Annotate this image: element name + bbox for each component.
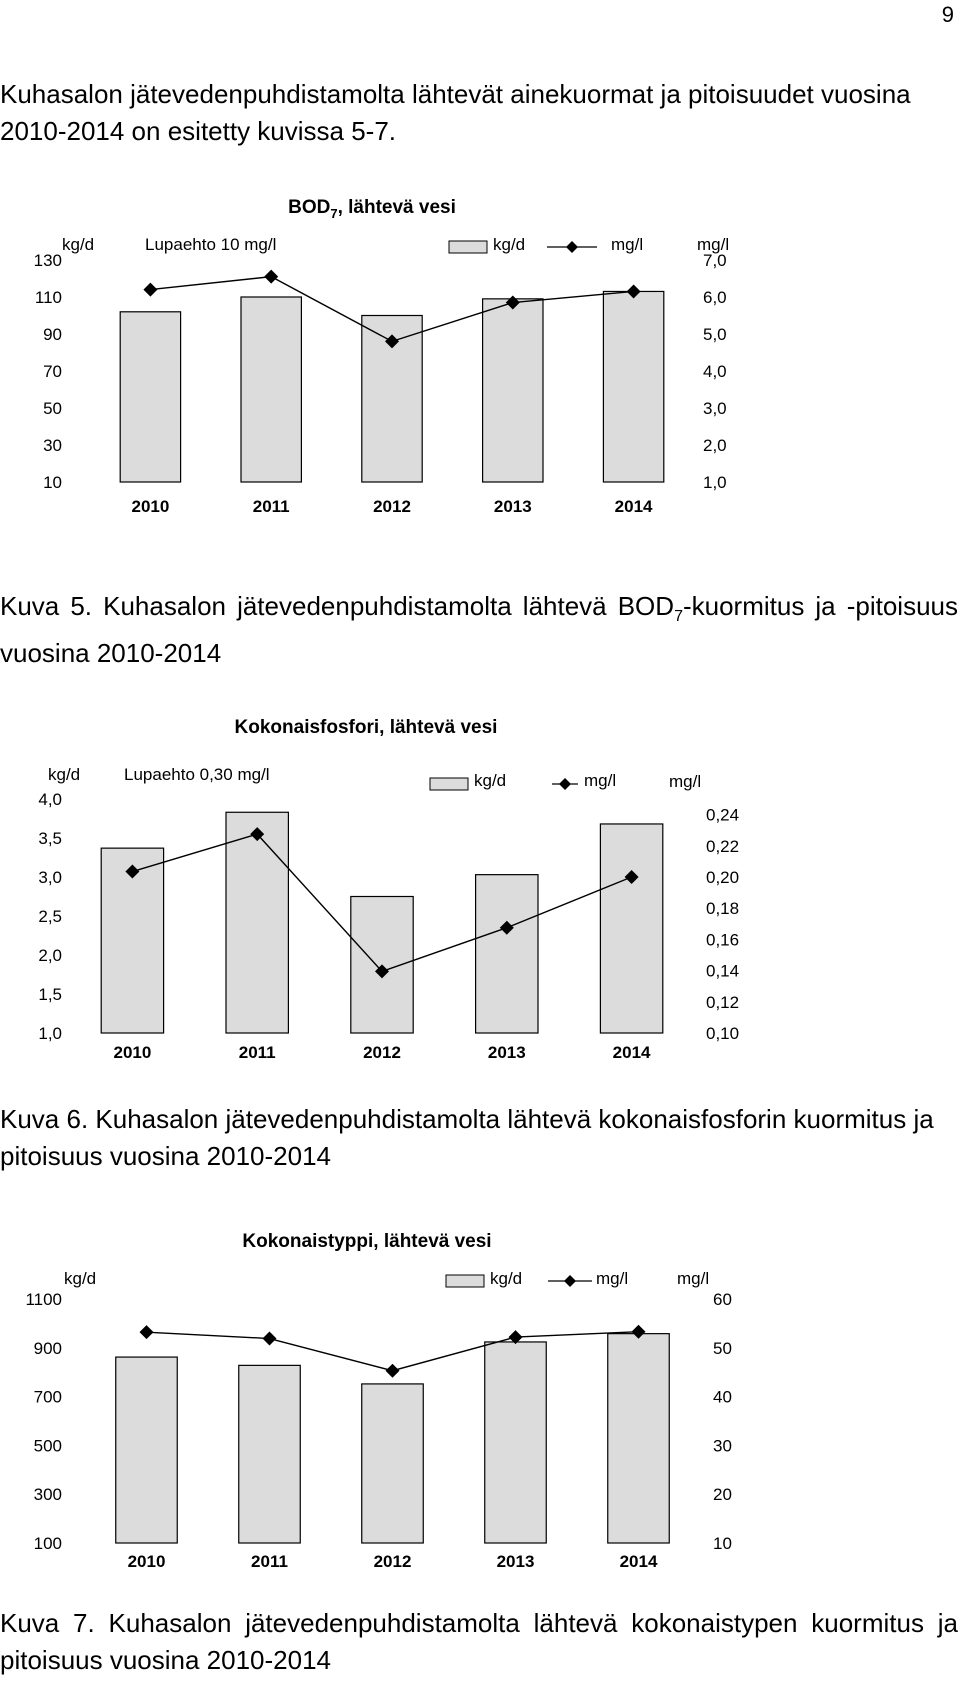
line-point-2011 <box>264 270 278 284</box>
chart-title: $BOD_7$, lähtevä vesi <box>288 197 456 221</box>
legend-line-marker <box>564 1275 576 1287</box>
caption-kuva-7: Kuva 7. Kuhasalon jätevedenpuhdistamolta lähtevä kokonaistypen kuormitus ja pitoisuus vuosina 2010-2014 <box>0 1608 958 1675</box>
right-axis-unit: mg/l <box>669 772 702 791</box>
chart-title: Kokonaistyppi, lähtevä vesi <box>242 1231 492 1252</box>
legend-bar-label: kg/d <box>493 235 526 254</box>
bar-2011 <box>241 297 301 482</box>
right-axis-unit: mg/l <box>697 235 730 254</box>
line-point-2012 <box>386 1364 400 1378</box>
left-axis-unit: kg/d <box>64 1269 97 1288</box>
legend-bar-label: kg/d <box>474 771 507 790</box>
left-tick-label: 1100 <box>25 1290 62 1309</box>
category-label: 2013 <box>496 1552 535 1571</box>
category-label: 2012 <box>373 1552 412 1571</box>
left-tick-label: 50 <box>43 399 62 418</box>
bar-2011 <box>226 812 288 1033</box>
left-tick-label: 300 <box>33 1485 62 1505</box>
left-tick-label: 70 <box>43 362 62 381</box>
limit-note: Lupaehto 0,30 mg/l <box>124 765 270 784</box>
legend-line-marker <box>559 778 571 790</box>
right-tick-label: 0,12 <box>706 992 740 1012</box>
bar-2010 <box>120 312 180 482</box>
bar-2014 <box>600 824 662 1033</box>
right-tick-label: 20 <box>713 1485 732 1505</box>
bar-2012 <box>362 1384 424 1543</box>
bar-2011 <box>239 1365 301 1543</box>
left-tick-label: 2,0 <box>38 946 62 965</box>
right-tick-label: 10 <box>713 1534 732 1553</box>
category-label: 2013 <box>487 1043 526 1062</box>
category-label: 2010 <box>113 1043 152 1062</box>
category-label: 2011 <box>238 1043 276 1062</box>
left-tick-label: 500 <box>33 1436 62 1456</box>
category-label: 2014 <box>619 1552 658 1571</box>
left-tick-label: 10 <box>43 473 62 492</box>
bar-2013 <box>483 299 543 482</box>
page-number: 9 <box>941 2 954 27</box>
intro-paragraph: Kuhasalon jätevedenpuhdistamolta lähtevät ainekuormat ja pitoisuudet vuosina 2010-2014 on esitetty kuvissa 5-7. <box>0 79 911 146</box>
legend-line-label: mg/l <box>596 1269 629 1288</box>
right-tick-label: 0,14 <box>706 961 740 981</box>
limit-note: Lupaehto 10 mg/l <box>145 235 277 254</box>
category-label: 2013 <box>493 497 532 516</box>
legend-line-label: mg/l <box>584 771 617 790</box>
chart-kokonaisfosfori <box>0 708 960 1078</box>
legend-bar-label: kg/d <box>490 1269 523 1288</box>
category-label: 2011 <box>251 1552 288 1571</box>
right-axis-unit: mg/l <box>677 1269 710 1288</box>
legend-bar-swatch <box>449 241 487 253</box>
legend-line-label: mg/l <box>611 235 644 254</box>
right-tick-label: 4,0 <box>703 362 727 381</box>
category-label: 2012 <box>373 497 411 516</box>
right-tick-label: 40 <box>713 1387 732 1407</box>
right-tick-label: 30 <box>713 1436 732 1456</box>
category-label: 2011 <box>252 497 290 516</box>
chart-bod7 <box>0 190 960 535</box>
left-tick-label: 110 <box>34 288 62 307</box>
left-tick-label: 2,5 <box>38 907 62 926</box>
right-tick-label: 0,22 <box>706 836 740 856</box>
bar-2014 <box>608 1334 670 1543</box>
right-tick-label: 60 <box>713 1290 732 1309</box>
category-label: 2012 <box>363 1043 401 1062</box>
right-tick-label: 0,20 <box>706 868 740 887</box>
right-tick-label: 7,0 <box>703 251 727 270</box>
category-label: 2010 <box>127 1552 166 1571</box>
right-tick-label: 0,18 <box>706 899 740 919</box>
left-tick-label: 700 <box>33 1387 62 1407</box>
right-tick-label: 2,0 <box>703 436 727 455</box>
category-label: 2014 <box>612 1043 651 1062</box>
left-tick-label: 1,0 <box>38 1024 62 1043</box>
chart-title: Kokonaisfosfori, lähtevä vesi <box>234 717 498 738</box>
caption-kuva-6: Kuva 6. Kuhasalon jätevedenpuhdistamolta lähtevä kokonaisfosforin kuormitus ja pitoisuus vuosina 2010-2014 <box>0 1104 934 1171</box>
left-tick-label: 100 <box>33 1534 62 1553</box>
right-tick-label: 50 <box>713 1338 732 1358</box>
left-tick-label: 30 <box>43 436 62 455</box>
bar-2013 <box>485 1342 547 1543</box>
left-axis-unit: kg/d <box>62 235 95 254</box>
line-point-2010 <box>143 283 157 297</box>
legend-bar-swatch <box>446 1275 484 1287</box>
left-tick-label: 3,0 <box>38 868 62 887</box>
right-tick-label: 0,24 <box>706 805 740 825</box>
right-tick-label: 5,0 <box>703 325 727 344</box>
right-tick-label: 6,0 <box>703 288 727 307</box>
left-tick-label: 1,5 <box>38 985 62 1004</box>
left-tick-label: 3,5 <box>38 829 62 848</box>
line-point-2011 <box>263 1332 277 1346</box>
line-point-2010 <box>140 1325 154 1339</box>
right-tick-label: 1,0 <box>703 473 727 492</box>
chart-kokonaistyppi <box>0 1215 960 1580</box>
left-tick-label: 900 <box>33 1338 62 1358</box>
bar-2014 <box>603 291 663 482</box>
left-tick-label: 4,0 <box>38 790 62 809</box>
legend-bar-swatch <box>430 778 468 790</box>
left-tick-label: 90 <box>43 325 62 344</box>
left-tick-label: 130 <box>33 251 62 270</box>
right-tick-label: 0,10 <box>706 1024 740 1043</box>
legend-line-marker <box>566 241 578 253</box>
category-label: 2014 <box>614 497 653 516</box>
bar-2010 <box>116 1357 178 1543</box>
caption-kuva-5: Kuva 5. Kuhasalon jätevedenpuhdistamolta lähtevä $BOD_7$-kuormitus ja -pitoisuus vuosina 2010-2014 <box>0 591 958 669</box>
right-tick-label: 3,0 <box>703 399 727 418</box>
category-label: 2010 <box>131 497 170 516</box>
bar-2013 <box>476 875 538 1033</box>
left-axis-unit: kg/d <box>48 765 81 784</box>
right-tick-label: 0,16 <box>706 930 740 950</box>
